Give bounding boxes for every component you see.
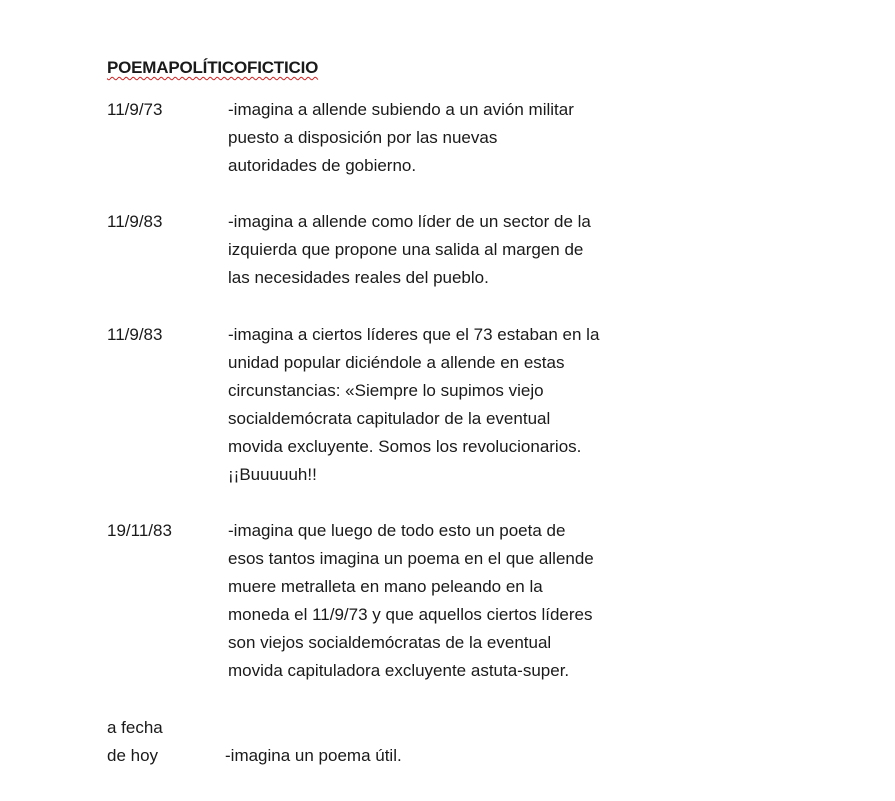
date-line: 11/9/73 bbox=[107, 100, 163, 119]
entry-text bbox=[228, 517, 638, 685]
entry-date bbox=[107, 96, 222, 124]
date-line: de hoy bbox=[107, 746, 159, 765]
entry-text bbox=[228, 96, 638, 180]
text-line: autoridades de gobierno. bbox=[228, 156, 417, 175]
text-line: esos tantos imagina un poema en el que allende bbox=[228, 549, 594, 568]
entry-text bbox=[228, 208, 638, 292]
entry-text bbox=[225, 714, 635, 770]
entry-date bbox=[107, 517, 222, 545]
text-line: moneda el 11/9/73 y que aquellos ciertos líderes bbox=[228, 605, 593, 624]
text-line: socialdemócrata capitulador de la eventual bbox=[228, 409, 551, 428]
text-line: unidad popular diciéndole a allende en estas bbox=[228, 353, 565, 372]
date-line: 19/11/83 bbox=[107, 521, 172, 540]
entry-text bbox=[228, 321, 638, 489]
text-line: ¡¡Buuuuuh!! bbox=[228, 465, 317, 484]
text-line bbox=[225, 714, 635, 742]
date-line: 11/9/83 bbox=[107, 325, 163, 344]
text-line: muere metralleta en mano peleando en la bbox=[228, 577, 543, 596]
date-line: a fecha bbox=[107, 718, 163, 737]
entry-date bbox=[107, 208, 222, 236]
text-line: -imagina un poema útil. bbox=[225, 746, 402, 765]
text-line: movida capituladora excluyente astuta-super. bbox=[228, 661, 570, 680]
text-line: -imagina a ciertos líderes que el 73 estaban en la bbox=[228, 325, 600, 344]
entry-date bbox=[107, 321, 222, 349]
entry-date bbox=[107, 714, 222, 770]
text-line: son viejos socialdemócratas de la eventual bbox=[228, 633, 552, 652]
text-line: -imagina que luego de todo esto un poeta de bbox=[228, 521, 566, 540]
text-line: las necesidades reales del pueblo. bbox=[228, 268, 489, 287]
poem-title: POEMAPOLÍTICOFICTICIO bbox=[107, 58, 319, 77]
text-line: izquierda que propone una salida al margen de bbox=[228, 240, 584, 259]
text-line: -imagina a allende como líder de un sector de la bbox=[228, 212, 591, 231]
date-line: 11/9/83 bbox=[107, 212, 163, 231]
text-line: puesto a disposición por las nuevas bbox=[228, 128, 498, 147]
text-line: circunstancias: «Siempre lo supimos viejo bbox=[228, 381, 544, 400]
text-line: movida excluyente. Somos los revolucionarios. bbox=[228, 437, 582, 456]
text-line: -imagina a allende subiendo a un avión militar bbox=[228, 100, 574, 119]
